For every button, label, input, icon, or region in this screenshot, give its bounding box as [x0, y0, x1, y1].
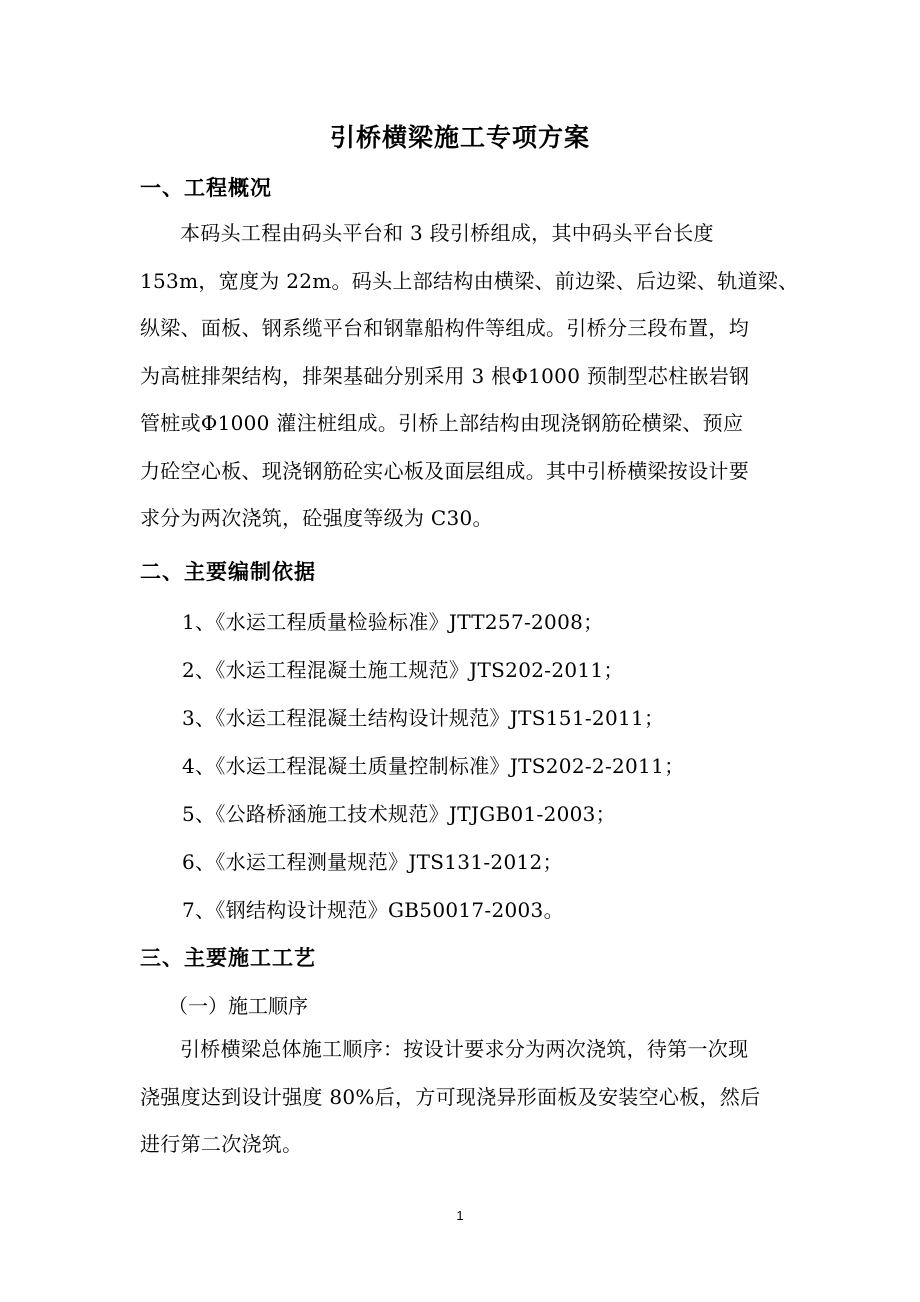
paragraph-line: 纵梁、面板、钢系缆平台和钢靠船构件等组成。引桥分三段布置，均: [140, 316, 749, 340]
reference-item: 6、《水运工程测量规范》JTS131-2012；: [182, 850, 563, 874]
document-title: 引桥横梁施工专项方案: [329, 123, 590, 152]
page-number: 1: [456, 1208, 464, 1223]
reference-item: 5、《公路桥涵施工技术规范》JTJGB01-2003；: [182, 802, 616, 826]
reference-item: 4、《水运工程混凝土质量控制标准》JTS202-2-2011；: [182, 754, 685, 778]
reference-item: 3、《水运工程混凝土结构设计规范》JTS151-2011；: [182, 706, 665, 730]
section-heading-basis: 二、主要编制依据: [140, 560, 316, 584]
paragraph-line: 引桥横梁总体施工顺序：按设计要求分为两次浇筑，待第一次现: [180, 1037, 749, 1061]
paragraph-line: 管桩或Φ1000 灌注桩组成。引桥上部结构由现浇钢筋砼横梁、预应: [140, 411, 744, 435]
reference-item: 1、《水运工程质量检验标准》JTT257-2008；: [182, 610, 604, 634]
paragraph-line: 本码头工程由码头平台和 3 段引桥组成，其中码头平台长度: [180, 221, 714, 245]
paragraph-line: 力砼空心板、现浇钢筋砼实心板及面层组成。其中引桥横梁按设计要: [140, 458, 749, 483]
paragraph-line: 求分为两次浇筑，砼强度等级为 C30。: [140, 506, 493, 530]
section-heading-process: 三、主要施工工艺: [140, 946, 316, 970]
paragraph-line: 153m，宽度为 22m。码头上部结构由横梁、前边梁、后边梁、轨道梁、: [140, 268, 799, 293]
paragraph-line: 为高桩排架结构，排架基础分别采用 3 根Φ1000 预制型芯柱嵌岩钢: [140, 363, 750, 388]
reference-item: 2、《水运工程混凝土施工规范》JTS202-2011；: [182, 658, 624, 682]
paragraph-line: 浇强度达到设计强度 80%后，方可现浇异形面板及安装空心板，然后: [140, 1084, 761, 1109]
subsection-heading: （一）施工顺序: [168, 994, 308, 1018]
process-paragraph: [140, 1026, 780, 1169]
reference-item: 7、《钢结构设计规范》GB50017-2003。: [182, 898, 564, 922]
paragraph-line: 进行第二次浇筑。: [140, 1132, 303, 1156]
overview-paragraph: [140, 210, 799, 543]
section-heading-overview: 一、工程概况: [140, 176, 272, 200]
